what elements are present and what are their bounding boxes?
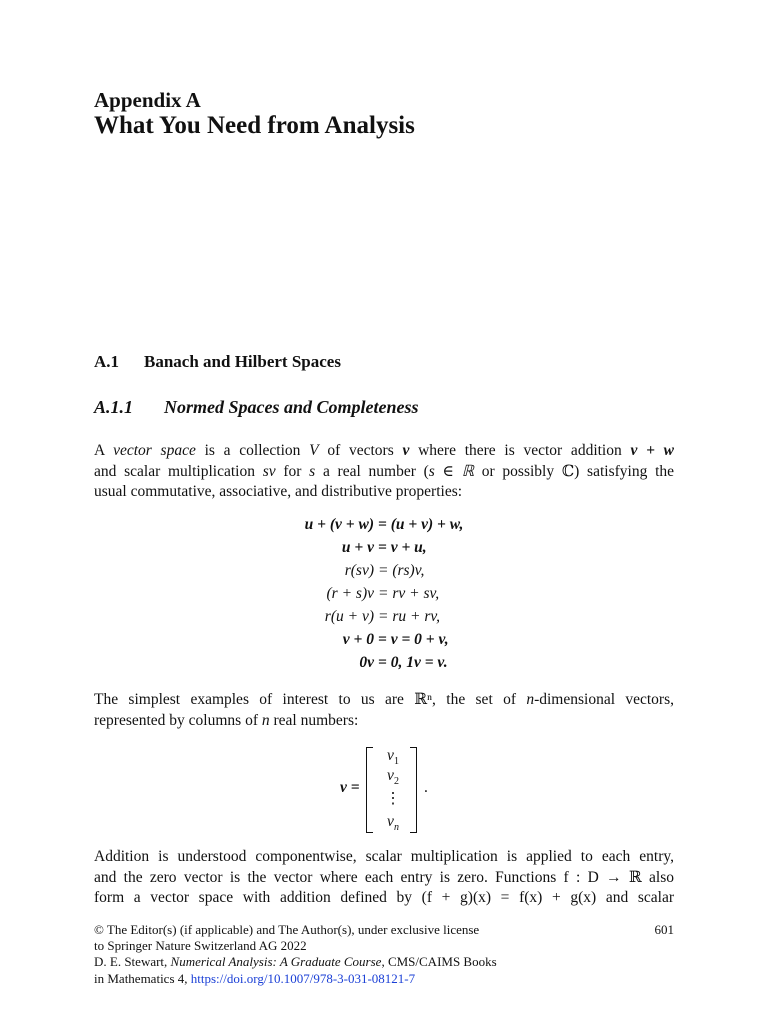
equation-rhs: = v = 0 + v, [378, 631, 449, 648]
equation-lhs: 0v [359, 654, 374, 671]
vector-entry: $v_1$ [387, 747, 399, 768]
citation-line: D. E. Stewart, Numerical Analysis: A Graduate Course, CMS/CAIMS Books [94, 954, 497, 970]
paragraph-line: form a vector space with addition defined by (f + g)(x) = f(x) + g(x) and scalar [94, 889, 674, 907]
subsection-heading [94, 397, 419, 418]
appendix-label: Appendix A [94, 88, 201, 112]
paragraph-line: usual commutative, associative, and distributive properties: [94, 483, 463, 501]
vector-period: . [424, 779, 428, 796]
copyright-line: to Springer Nature Switzerland AG 2022 [94, 938, 307, 954]
paragraph-line: and scalar multiplication sv for s a real number (s ∈ ℝ or possibly ℂ) satisfying the [94, 462, 674, 480]
equation-row [94, 608, 674, 631]
section-title: Banach and Hilbert Spaces [144, 352, 341, 371]
column-vector-equation [340, 745, 440, 835]
equation-rhs: = v + u, [378, 539, 427, 556]
equation-rhs: = 0, 1v = v. [378, 654, 448, 671]
subsection-title: Normed Spaces and Completeness [164, 397, 419, 417]
term-vector-space: vector space [113, 442, 196, 459]
bracket-right [410, 747, 417, 833]
page [94, 0, 674, 1024]
equation-lhs: r(sv) [344, 562, 374, 579]
paragraph-line: Addition is understood componentwise, scalar multiplication is applied to each entry, [94, 848, 674, 865]
subsection-number: A.1.1 [94, 397, 134, 417]
equation-row [94, 516, 674, 539]
paragraph-line: represented by columns of n real numbers: [94, 711, 359, 729]
vector-entry: $v_n$ [387, 813, 399, 834]
equation-rhs: = (rs)v, [378, 562, 425, 579]
equation-rhs: = (u + v) + w, [378, 516, 464, 533]
paragraph-rn-examples [94, 690, 674, 731]
copyright-line: © The Editor(s) (if applicable) and The Author(s), under exclusive license [94, 922, 480, 937]
vector-lhs: v = [340, 779, 360, 796]
paragraph-line: The simplest examples of interest to us are ℝⁿ, the set of n-dimensional vectors, [94, 691, 674, 708]
equation-lhs: (r + s)v [326, 585, 374, 602]
doi-link[interactable]: https://doi.org/10.1007/978-3-031-08121-7 [190, 970, 416, 986]
paragraph-line: A vector space is a collection V of vectors v where there is vector addition v + w [94, 442, 674, 459]
book-title: Numerical Analysis: A Graduate Course [170, 954, 382, 970]
citation-line: in Mathematics 4, https://doi.org/10.1007/978-3-031-08121-7 [94, 970, 416, 986]
vector-entry: ⋮ [385, 790, 401, 807]
equation-row [94, 539, 674, 562]
footer-copyright [94, 922, 674, 987]
chapter-title: What You Need from Analysis [94, 112, 415, 139]
equation-lhs: r(u + v) [324, 608, 374, 625]
section-number: A.1 [94, 352, 120, 371]
equation-row [94, 654, 674, 677]
equation-lhs: v + 0 [342, 631, 374, 648]
vector-entry: $v_2$ [387, 767, 399, 788]
equation-rhs: = rv + sv, [378, 585, 440, 602]
equation-lhs: u + v [341, 539, 374, 556]
equation-lhs: u + (v + w) [304, 516, 374, 533]
page-number: 601 [654, 922, 674, 937]
paragraph-componentwise [94, 847, 674, 909]
equation-row [94, 631, 674, 654]
equation-row [94, 585, 674, 608]
bracket-left [366, 747, 373, 833]
paragraph-line: and the zero vector is the vector where each entry is zero. Functions f : D → ℝ also [94, 868, 674, 886]
paragraph-vector-space [94, 441, 674, 503]
section-heading [94, 352, 341, 372]
equation-row [94, 562, 674, 585]
equation-rhs: = ru + rv, [378, 608, 440, 625]
